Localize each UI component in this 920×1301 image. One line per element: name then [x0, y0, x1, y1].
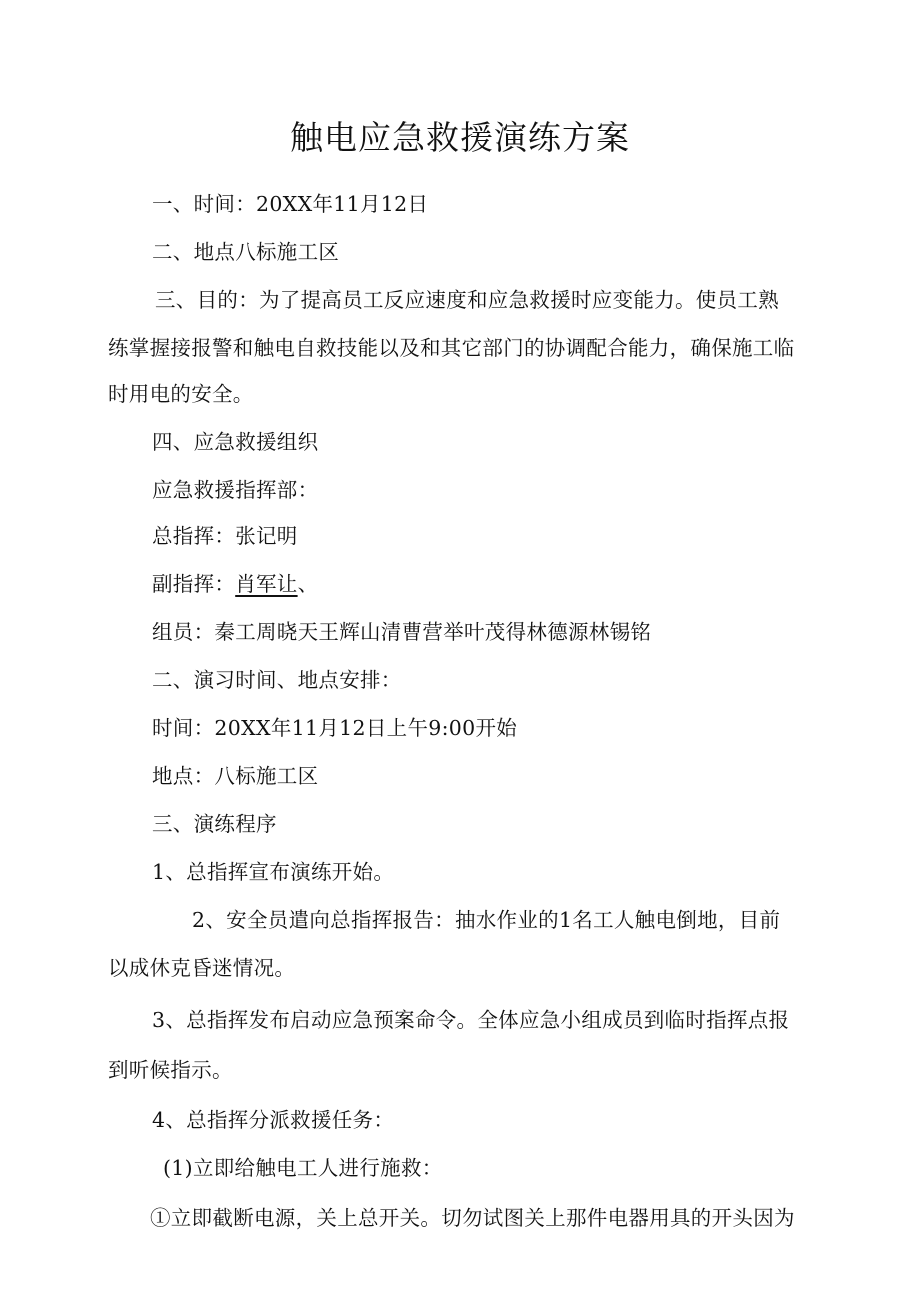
place-line: 二、地点八标施工区 [152, 240, 340, 264]
deputy-label: 副指挥： [152, 572, 236, 596]
deputy-line [152, 570, 318, 598]
purpose-line-2: 练掌握接报警和触电自救技能以及和其它部门的协调配合能力，确保施工临 [108, 336, 795, 360]
time-line: 一、时间：20XX年11月12日 [152, 192, 429, 216]
commander-line: 总指挥：张记明 [152, 524, 298, 548]
step-2-line-1: 2、安全员遣向总指挥报告：抽水作业的1名工人触电倒地，目前 [192, 908, 781, 932]
step-2-line-2: 以成休克昏迷情况。 [108, 956, 296, 980]
schedule-time: 时间：20XX年11月12日上午9:00开始 [152, 716, 518, 740]
step-4: 4、总指挥分派救援任务： [152, 1108, 395, 1132]
purpose-line-3: 时用电的安全。 [108, 382, 254, 406]
members-line: 组员：秦工周晓天王辉山清曹营举叶茂得林德源林锡铭 [152, 620, 652, 644]
step-3-line-2: 到听候指示。 [108, 1058, 233, 1082]
deputy-suffix: 、 [297, 572, 319, 596]
schedule-heading: 二、演习时间、地点安排： [152, 668, 402, 692]
command-heading: 应急救援指挥部： [152, 478, 319, 502]
step-1: 1、总指挥宣布演练开始。 [152, 860, 395, 884]
deputy-name: 肖军让 [235, 572, 298, 596]
org-heading: 四、应急救援组织 [152, 430, 319, 454]
step-3-line-1: 3、总指挥发布启动应急预案命令。全体应急小组成员到临时指挥点报 [152, 1008, 790, 1032]
sub-step-1-item-1: ①立即截断电源，关上总开关。切勿试图关上那件电器用具的开头因为 [150, 1206, 795, 1230]
schedule-place: 地点：八标施工区 [152, 764, 319, 788]
purpose-line-1: 三、目的：为了提高员工反应速度和应急救援时应变能力。使员工熟 [155, 288, 779, 312]
sub-step-1: (1)立即给触电工人进行施救： [163, 1156, 443, 1180]
document-title: 触电应急救援演练方案 [290, 118, 630, 157]
procedure-heading: 三、演练程序 [152, 812, 277, 836]
